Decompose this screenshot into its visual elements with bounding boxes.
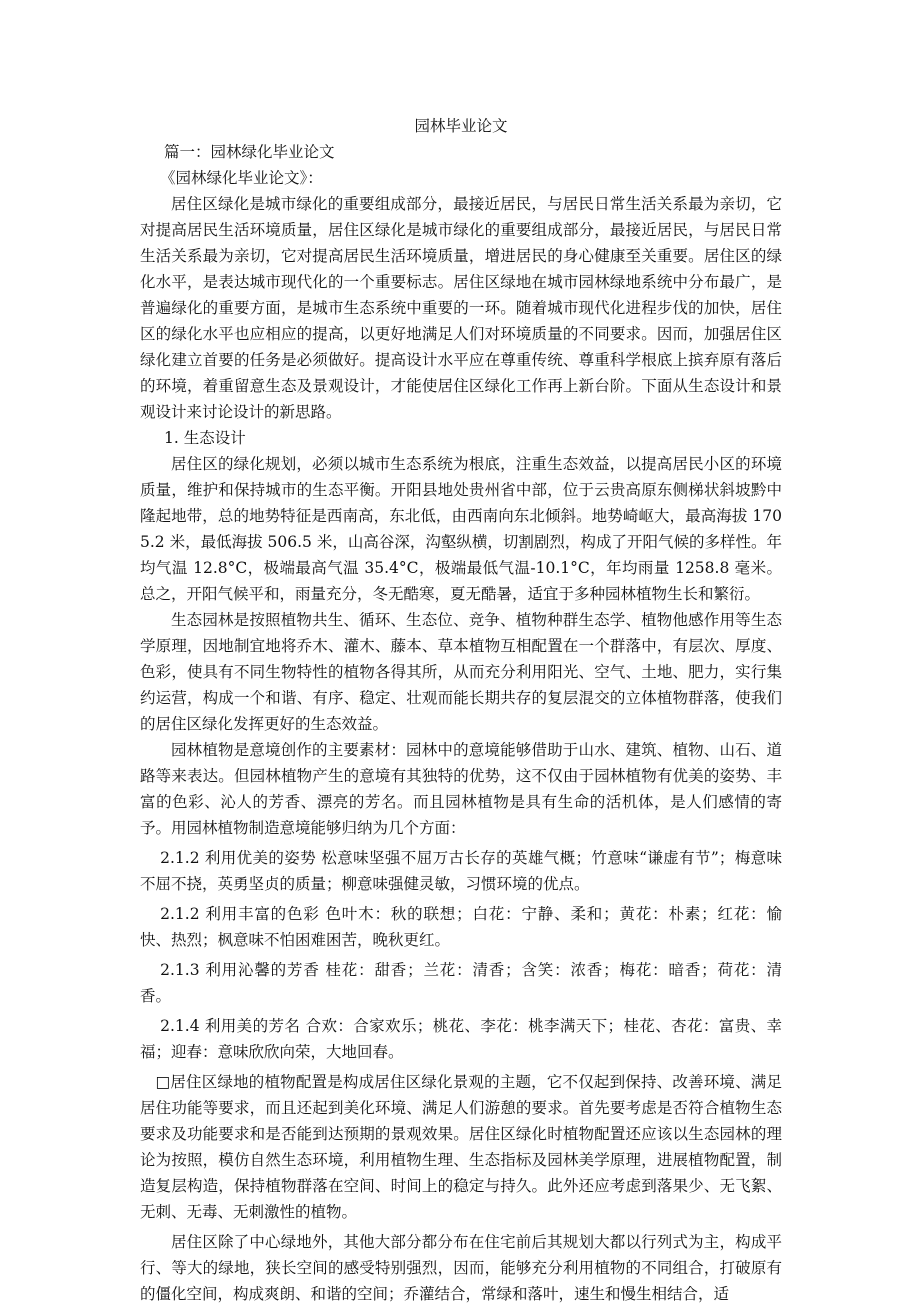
list-item-color: 2.1.2 利用丰富的色彩 色叶木：秋的联想；白花：宁静、柔和；黄花：朴素；红花：愉快、热烈；枫意味不怕困难困苦，晚秋更红。 bbox=[140, 905, 782, 949]
paragraph-eco-2: 生态园林是按照植物共生、循环、生态位、竞争、植物种群生态学、植物他感作用等生态学原理，因地制宜地将乔木、灌木、藤本、草本植物互相配置在一个群落中，有层次、厚度、色彩，使具有不同生物特性的植物各得其所，从而充分利用阳光、空气、土地、肥力，实行集约运营，构成一个和谐、有序、稳定、壮观而能长期共存的复层混交的立体植物群落，使我们的居住区绿化发挥更好的生态效益。 bbox=[140, 611, 782, 733]
paragraph-eco-1: 居住区的绿化规划，必须以城市生态系统为根底，注重生态效益，以提高居民小区的环境质量，维护和保持城市的生态平衡。开阳县地处贵州省中部，位于云贵高原东侧梯状斜坡黔中隆起地带，总的地势特征是西南高，东北低，由西南向东北倾斜。地势崎岖大，最高海拔 1705.2 米，最低海拔 506.5 米，山高谷深，沟壑纵横，切割剧烈，构成了开阳气候的多样性。年均气温 12.8°C，极端最高气温 35.4°C，极端最低气温-10.1°C，年均雨量 1258.8 毫米。总之，开阳气候平和，雨量充分，冬无酷寒，夏无酷暑，适宜于多种园林植物生长和繁衍。 bbox=[140, 455, 782, 603]
document-title: 园林毕业论文 bbox=[414, 117, 508, 135]
paragraph-eco-3: 园林植物是意境创作的主要素材：园林中的意境能够借助于山水、建筑、植物、山石、道路等来表达。但园林植物产生的意境有其独特的优势，这不仅由于园林植物有优美的姿势、丰富的色彩、沁人的芳香、漂亮的芳名。而且园林植物是具有生命的活机体，是人们感情的寄予。用园林植物制造意境能够归纳为几个方面： bbox=[140, 741, 782, 837]
list-item-fragrance: 2.1.3 利用沁馨的芳香 桂花：甜香；兰花：清香；含笑：浓香；梅花：暗香；荷花：清香。 bbox=[140, 961, 782, 1005]
paragraph-plant-config: □居住区绿地的植物配置是构成居住区绿化景观的主题，它不仅起到保持、改善环境、满足居住功能等要求，而且还起到美化环境、满足人们游憩的要求。首先要考虑是否符合植物生态要求及功能要求和是否能到达预期的景观效果。居住区绿化时植物配置还应该以生态园林的理论为按照，模仿自然生态环境，利用植物生理、生态指标及园林美学原理，进展植物配置，制造复层构造，保持植物群落在空间、时间上的稳定与持久。此外还应考虑到落果少、无飞絮、无刺、无毒、无刺激性的植物。 bbox=[140, 1073, 782, 1221]
quote-title: 《园林绿化毕业论文》： bbox=[160, 169, 323, 187]
list-item-name: 2.1.4 利用美的芳名 合欢：合家欢乐；桃花、李花：桃李满天下；桂花、杏花：富贵、幸福；迎春：意味欣欣向荣，大地回春。 bbox=[140, 1017, 782, 1061]
section-heading: 篇一：园林绿化毕业论文 bbox=[164, 143, 335, 161]
list-item-posture: 2.1.2 利用优美的姿势 松意味坚强不屈万古长存的英雄气概；竹意味“谦虚有节”；梅意味不屈不挠，英勇坚贞的质量；柳意味强健灵敏，习惯环境的优点。 bbox=[140, 849, 782, 893]
paragraph-intro: 居住区绿化是城市绿化的重要组成部分，最接近居民，与居民日常生活关系最为亲切，它对提高居民生活环境质量，居住区绿化是城市绿化的重要组成部分，最接近居民，与居民日常生活关系最为亲切，它对提高居民生活环境质量，增进居民的身心健康至关重要。居住区的绿化水平，是表达城市现代化的一个重要标志。居住区绿地在城市园林绿地系统中分布最广，是普遍绿化的重要方面，是城市生态系统中重要的一环。随着城市现代化进程步伐的加快，居住区的绿化水平也应相应的提高，以更好地满足人们对环境质量的不同要求。因而，加强居住区绿化建立首要的任务是必须做好。提高设计水平应在尊重传统、尊重科学根底上摈弃原有落后的环境，着重留意生态及景观设计，才能使居住区绿化工作再上新台阶。下面从生态设计和景观设计来讨论设计的新思路。 bbox=[140, 195, 782, 421]
eco-design-heading: 1. 生态设计 bbox=[164, 429, 246, 447]
paragraph-last: 居住区除了中心绿地外，其他大部分都分布在住宅前后其规划大都以行列式为主，构成平行、等大的绿地，狭长空间的感受特别强烈，因而，能够充分利用植物的不同组合，打破原有的僵化空间，构成爽朗、和谐的空间；乔灌结合，常绿和落叶，速生和慢生相结合，适 bbox=[140, 1233, 782, 1303]
